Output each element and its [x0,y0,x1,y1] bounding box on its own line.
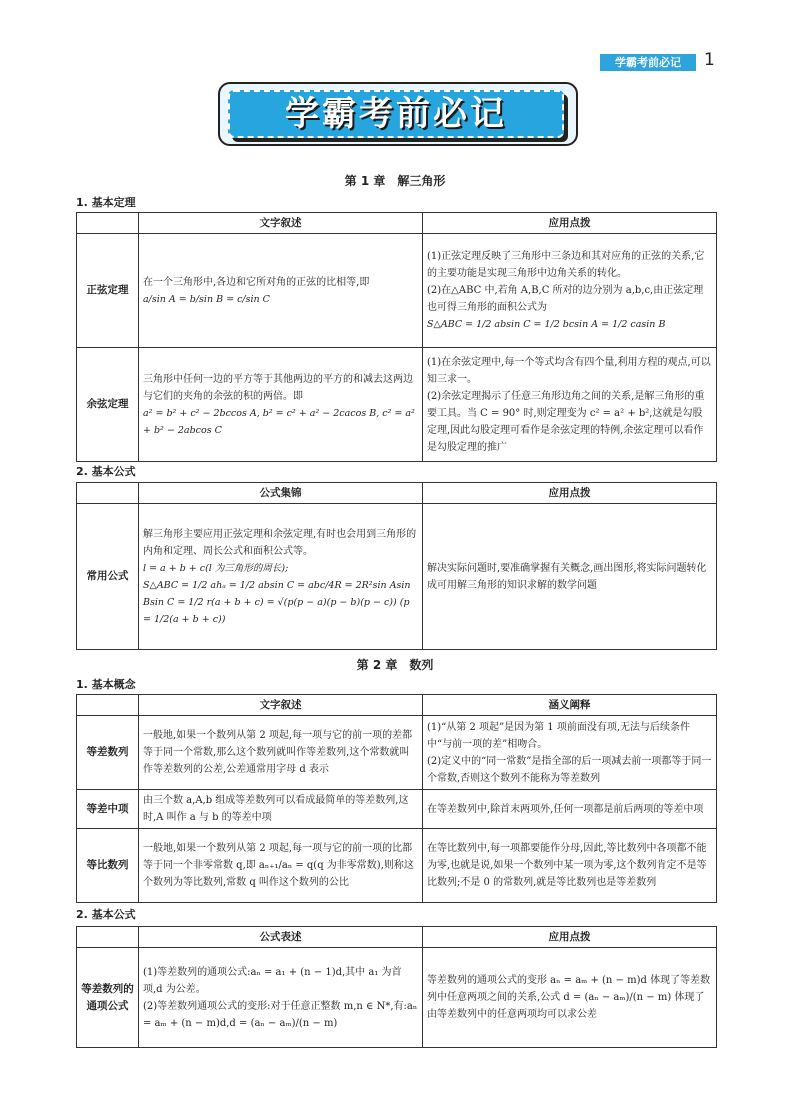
row-label: 常用公式 [77,504,139,650]
ch2-formula-table [76,926,717,1048]
tip-text: (2)定义中的“同一常数”是指全部的后一项减去前一项都等于同一个常数,否则这个数列不能称为等差数列 [427,755,712,784]
desc-formula: a² = b² + c² − 2bccos A, b² = c² + a² − 2cacos B, c² = a² + b² − 2abcos C [143,407,415,436]
col-header: 应用点拨 [423,213,717,234]
row-desc [139,504,423,650]
tip-text: (2)余弦定理揭示了任意三角形边角之间的关系,是解三角形的重要工具。当 C = 90° 时,则定理变为 c² = a² + b²,这就是勾股定理,因此勾股定理可看作是余弦定理的特例,余弦定理可以看作是勾股定理的推广 [427,390,705,453]
desc-text: 由三个数 a,A,b 组成等差数列可以看成最简单的等差数列,这时,A 叫作 a 与 b 的等差中项 [143,795,409,823]
row-label: 余弦定理 [77,348,139,462]
col-header: 涵义阐释 [423,695,717,716]
row-desc [139,234,423,348]
ch2-concept-table [76,694,717,903]
formula-perimeter: l = a + b + c(l 为三角形的周长); [143,562,289,574]
banner-title: 学霸考前必记 [285,94,507,134]
ch1-formula-table [76,482,717,650]
tip-text: (1)在余弦定理中,每一个等式均含有四个量,利用方程的观点,可以知三求一。 [427,356,711,385]
row-label: 等差数列 [77,716,139,790]
table-row [77,504,717,650]
row-tip [423,829,717,903]
row-tip [423,504,717,650]
col-header: 应用点拨 [423,927,717,948]
table-header-row [77,927,717,948]
col-header: 公式表述 [139,927,423,948]
col-header: 公式集锦 [139,483,423,504]
ch2-section-1-heading: 1. 基本概念 [76,678,136,691]
desc-text: 解三角形主要应用正弦定理和余弦定理,有时也会用到三角形的内角和定理、周长公式和面积公式等。 [143,528,417,557]
table-header-row [77,483,717,504]
table-row [77,234,717,348]
desc-text: 三角形中任何一边的平方等于其他两边的平方的和减去这两边与它们的夹角的余弦的积的两倍。即 [143,373,413,402]
tip-text: (2)在△ABC 中,若角 A,B,C 所对的边分别为 a,b,c,由正弦定理也可得三角形的面积公式为 [427,285,704,313]
row-desc [139,829,423,903]
col-header: 文字叙述 [139,213,423,234]
table-row [77,790,717,829]
desc-text: 一般地,如果一个数列从第 2 项起,每一项与它的前一项的差都等于同一个常数,那么这个数列就叫作等差数列,这个常数就叫作等差数列的公差,公差通常用字母 d 表示 [143,730,413,775]
tip-text: 在等差数列中,除首末两项外,任何一项都是前后两项的等差中项 [427,803,704,815]
row-tip [423,790,717,829]
row-label: 等差数列的通项公式 [77,948,139,1048]
row-desc [139,348,423,462]
row-desc [139,790,423,829]
tip-text: (1)正弦定理反映了三角形中三条边和其对应角的正弦的关系,它的主要功能是实现三角形中边角关系的转化。 [427,251,705,279]
tip-formula: S△ABC = 1/2 absin C = 1/2 bcsin A = 1/2 casin B [427,319,666,330]
page-number: 1 [704,50,715,70]
header-tag: 学霸考前必记 [600,54,696,71]
row-desc [139,716,423,790]
tip-text: 等差数列的通项公式的变形 aₙ = aₘ + (n − m)d 体现了等差数列中任意两项之间的关系,公式 d = (aₙ − aₘ)/(n − m) 体现了由等差数列中的任意两项均可以求公差 [427,975,711,1020]
row-label: 等差中项 [77,790,139,829]
desc-text: 一般地,如果一个数列从第 2 项起,每一项与它的前一项的比都等于同一个非零常数 q,即 aₙ₊₁/aₙ = q(q 为非零常数),则称这个数列为等比数列,常数 q 叫作这个数列的公比 [143,843,414,888]
ch1-section-2-heading: 2. 基本公式 [76,465,136,478]
table-row [77,829,717,903]
row-tip [423,348,717,462]
desc-text: (1)等差数列的通项公式:aₙ = a₁ + (n − 1)d,其中 a₁ 为首项,d 为公差。 [143,966,402,995]
ch1-theorem-table [76,212,717,462]
desc-text: 在一个三角形中,各边和它所对角的正弦的比相等,即 [143,276,370,288]
table-row [77,716,717,790]
col-header: 文字叙述 [139,695,423,716]
row-label: 正弦定理 [77,234,139,348]
row-tip [423,716,717,790]
row-tip [423,948,717,1048]
tip-text: 在等比数列中,每一项都要能作分母,因此,等比数列中各项都不能为零,也就是说,如果一个数列中某一项为零,这个数列肯定不是等比数列;不是 0 的常数列,就是等比数列也是等差数列 [427,843,707,888]
tip-text: (1)“从第 2 项起”是因为第 1 项前面没有项,无法与后续条件中“与前一项的差”相吻合。 [427,721,691,750]
formula-area: S△ABC = 1/2 ahₐ = 1/2 absin C = abc/4R = 2R²sin Asin Bsin C = 1/2 r(a + b + c) = √(p(p − a)(p − b)(p − c)) (p = 1/2(a + b + c)) [143,579,411,625]
row-desc [139,948,423,1048]
ch2-section-2-heading: 2. 基本公式 [76,908,136,921]
row-tip [423,234,717,348]
table-row [77,948,717,1048]
col-header: 应用点拨 [423,483,717,504]
desc-formula: a/sin A = b/sin B = c/sin C [143,293,270,305]
chapter-1-title: 第 1 章 解三角形 [344,174,446,188]
ch1-section-1-heading: 1. 基本定理 [76,196,136,209]
row-label: 等比数列 [77,829,139,903]
chapter-2-title: 第 2 章 数列 [356,658,434,672]
table-header-row [77,213,717,234]
table-header-row [77,695,717,716]
table-row [77,348,717,462]
desc-text: (2)等差数列通项公式的变形:对于任意正整数 m,n ∈ N*,有:aₙ = aₘ + (n − m)d,d = (aₙ − aₘ)/(n − m) [143,1000,418,1029]
tip-text: 解决实际问题时,要准确掌握有关概念,画出图形,将实际问题转化成可用解三角形的知识求解的数学问题 [427,562,707,591]
